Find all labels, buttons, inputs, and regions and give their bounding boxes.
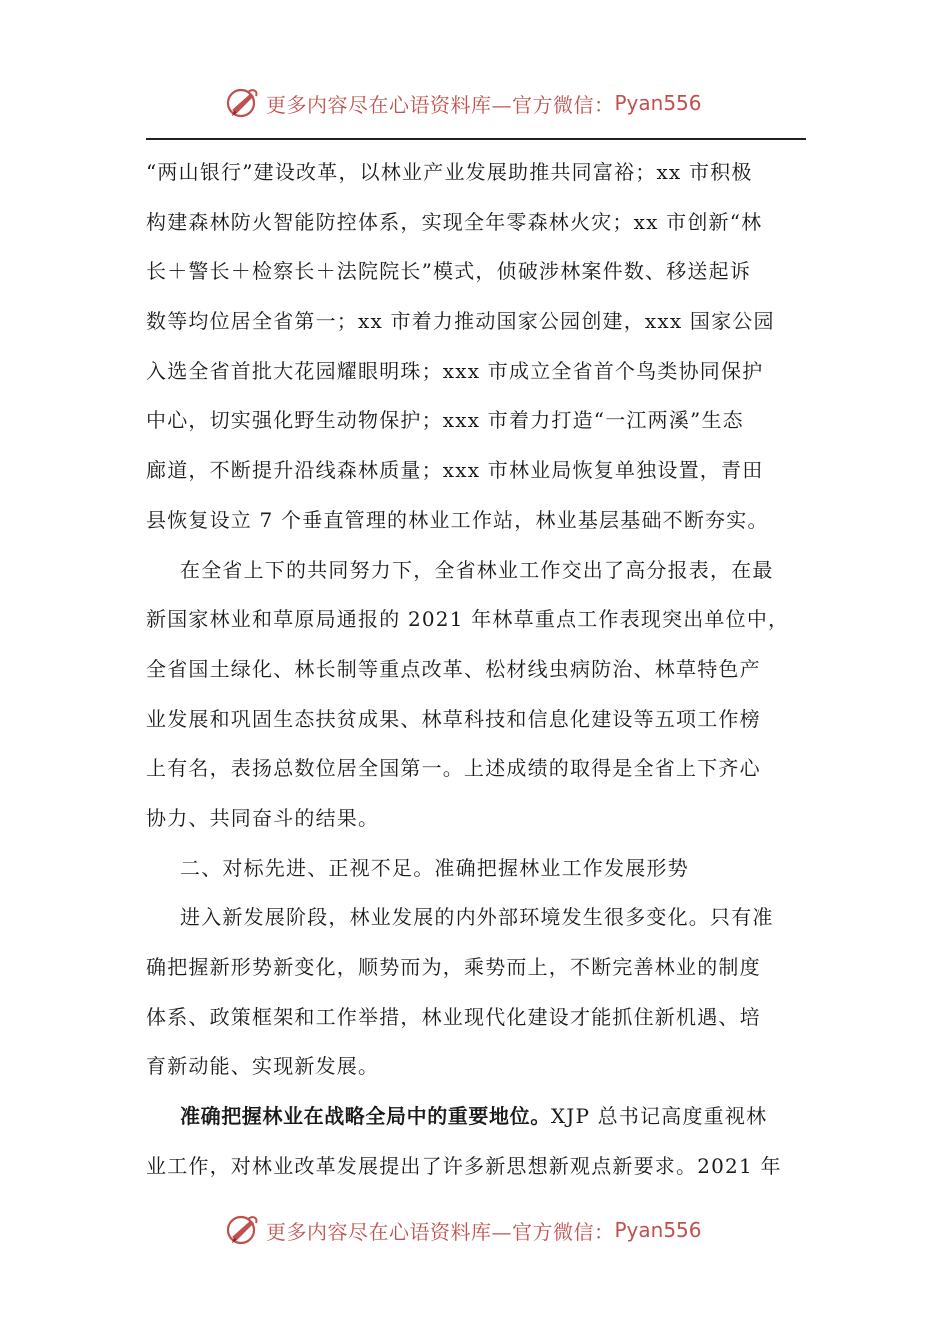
footer-banner	[226, 1213, 726, 1247]
text-line: 体系、政策框架和工作举措，林业现代化建设才能抓住新机遇、培	[146, 1004, 761, 1029]
header-banner-text: 更多内容尽在心语资料库—官方微信：	[266, 92, 615, 117]
text-line-with-lead	[146, 1092, 808, 1142]
text-line: 上有名，表扬总数位居全国第一。上述成绩的取得是全省上下齐心	[146, 756, 761, 781]
text-line: 数等均位居全省第一；xx 市着力推动国家公园创建，xxx 国家公园	[146, 309, 775, 334]
text-line: 中心，切实强化野生动物保护；xxx 市着力打造“一江两溪”生态	[146, 408, 744, 433]
text-line: 进入新发展阶段，林业发展的内外部环境发生很多变化。只有准	[180, 905, 774, 930]
header-banner-id: Pyan556	[614, 91, 702, 115]
text-line: 入选全省首批大花园耀眼明珠；xxx 市成立全省首个鸟类协同保护	[146, 358, 764, 383]
text-line: 全省国土绿化、林长制等重点改革、松材线虫病防治、林草特色产	[146, 656, 761, 681]
footer-banner-text: 更多内容尽在心语资料库—官方微信：	[266, 1219, 615, 1244]
text-line: “两山银行”建设改革，以林业产业发展助推共同富裕；xx 市积极	[146, 160, 753, 184]
text-line: 业工作，对林业改革发展提出了许多新思想新观点新要求。2021 年	[146, 1153, 782, 1178]
pen-logo-icon	[226, 1213, 260, 1247]
text-line: 廊道，不断提升沿线森林质量；xxx 市林业局恢复单独设置，青田	[146, 458, 764, 483]
text-line: 构建森林防火智能防控体系，实现全年零森林火灾；xx 市创新“林	[146, 209, 763, 234]
footer-banner-id: Pyan556	[614, 1218, 702, 1242]
bold-lead-sentence: 准确把握林业在战略全局中的重要地位。	[180, 1104, 551, 1129]
header-rule	[146, 138, 806, 140]
text-line: 确把握新形势新变化，顺势而为，乘势而上，不断完善林业的制度	[146, 955, 761, 979]
body-text	[146, 148, 808, 1191]
pen-logo-icon	[226, 86, 260, 120]
text-line: 新国家林业和草原局通报的 2021 年林草重点工作表现突出单位中，	[146, 607, 790, 632]
header-banner	[226, 86, 726, 120]
text-line: 业发展和巩固生态扶贫成果、林草科技和信息化建设等五项工作榜	[146, 706, 761, 731]
text-line: 协力、共同奋斗的结果。	[146, 805, 380, 830]
text-line-continuation: XJP 总书记高度重视林	[550, 1104, 768, 1129]
text-line: 县恢复设立 7 个垂直管理的林业工作站，林业基层基础不断夯实。	[146, 507, 769, 532]
text-line: 在全省上下的共同努力下，全省林业工作交出了高分报表，在最	[180, 557, 774, 582]
section-heading: 二、对标先进、正视不足。准确把握林业工作发展形势	[180, 855, 689, 880]
text-line: 育新动能、实现新发展。	[146, 1054, 380, 1079]
text-line: 长＋警长＋检察长＋法院院长”模式，侦破涉林案件数、移送起诉	[146, 259, 752, 284]
